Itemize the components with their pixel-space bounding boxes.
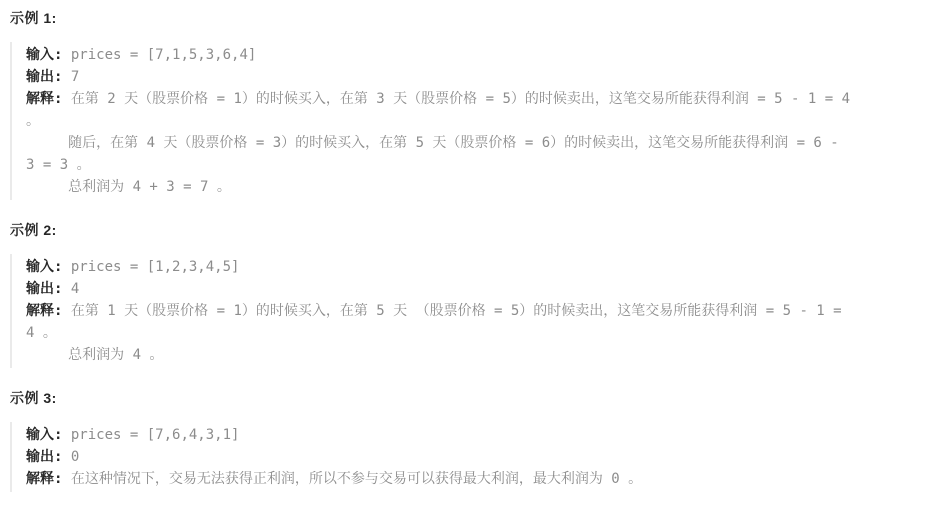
- code-line: [26, 110, 929, 132]
- io-label: 解释:: [26, 303, 63, 319]
- line-text: 3 = 3 。: [26, 157, 91, 173]
- code-line: [26, 88, 929, 110]
- code-line: [26, 300, 929, 322]
- io-label: 解释:: [26, 471, 63, 487]
- line-text: 4 。: [26, 325, 57, 341]
- io-label: 输出:: [26, 449, 63, 465]
- example-section: [10, 10, 937, 200]
- io-label: 解释:: [26, 91, 63, 107]
- code-line: [26, 66, 929, 88]
- code-line: [26, 176, 929, 198]
- line-text: 在这种情况下，交易无法获得正利润，所以不参与交易可以获得最大利润，最大利润为 0 。: [62, 471, 643, 487]
- code-line: [26, 322, 929, 344]
- line-text: 总利润为 4 。: [26, 347, 164, 363]
- code-line: [26, 424, 929, 446]
- example-title: 示例 2:: [10, 222, 57, 238]
- code-line: [26, 44, 929, 66]
- io-label: 输出:: [26, 69, 63, 85]
- line-text: 0: [62, 449, 80, 465]
- line-text: 4: [62, 281, 80, 297]
- example-code-block: [10, 42, 937, 200]
- code-line: [26, 468, 929, 490]
- code-line: [26, 132, 929, 154]
- example-section: [10, 390, 937, 492]
- code-line: [26, 154, 929, 176]
- line-text: 总利润为 4 + 3 = 7 。: [26, 179, 231, 195]
- example-title: 示例 1:: [10, 10, 57, 26]
- line-text: prices = [1,2,3,4,5]: [62, 259, 240, 275]
- line-text: 在第 2 天（股票价格 = 1）的时候买入，在第 3 天（股票价格 = 5）的时候卖出，这笔交易所能获得利润 = 5 - 1 = 4: [62, 91, 851, 107]
- io-label: 输入:: [26, 259, 63, 275]
- line-text: prices = [7,6,4,3,1]: [62, 427, 240, 443]
- example-code-block: [10, 254, 937, 368]
- code-line: [26, 446, 929, 468]
- io-label: 输出:: [26, 281, 63, 297]
- io-label: 输入:: [26, 47, 63, 63]
- line-text: 随后，在第 4 天（股票价格 = 3）的时候买入，在第 5 天（股票价格 = 6）的时候卖出，这笔交易所能获得利润 = 6 -: [26, 135, 839, 151]
- line-text: 。: [26, 113, 40, 129]
- code-line: [26, 278, 929, 300]
- example-code-block: [10, 422, 937, 492]
- io-label: 输入:: [26, 427, 63, 443]
- examples-list: [10, 10, 937, 492]
- line-text: 7: [62, 69, 80, 85]
- line-text: 在第 1 天（股票价格 = 1）的时候买入，在第 5 天 （股票价格 = 5）的时候卖出，这笔交易所能获得利润 = 5 - 1 =: [62, 303, 842, 319]
- line-text: prices = [7,1,5,3,6,4]: [62, 47, 257, 63]
- example-section: [10, 222, 937, 368]
- example-title: 示例 3:: [10, 390, 57, 406]
- code-line: [26, 344, 929, 366]
- code-line: [26, 256, 929, 278]
